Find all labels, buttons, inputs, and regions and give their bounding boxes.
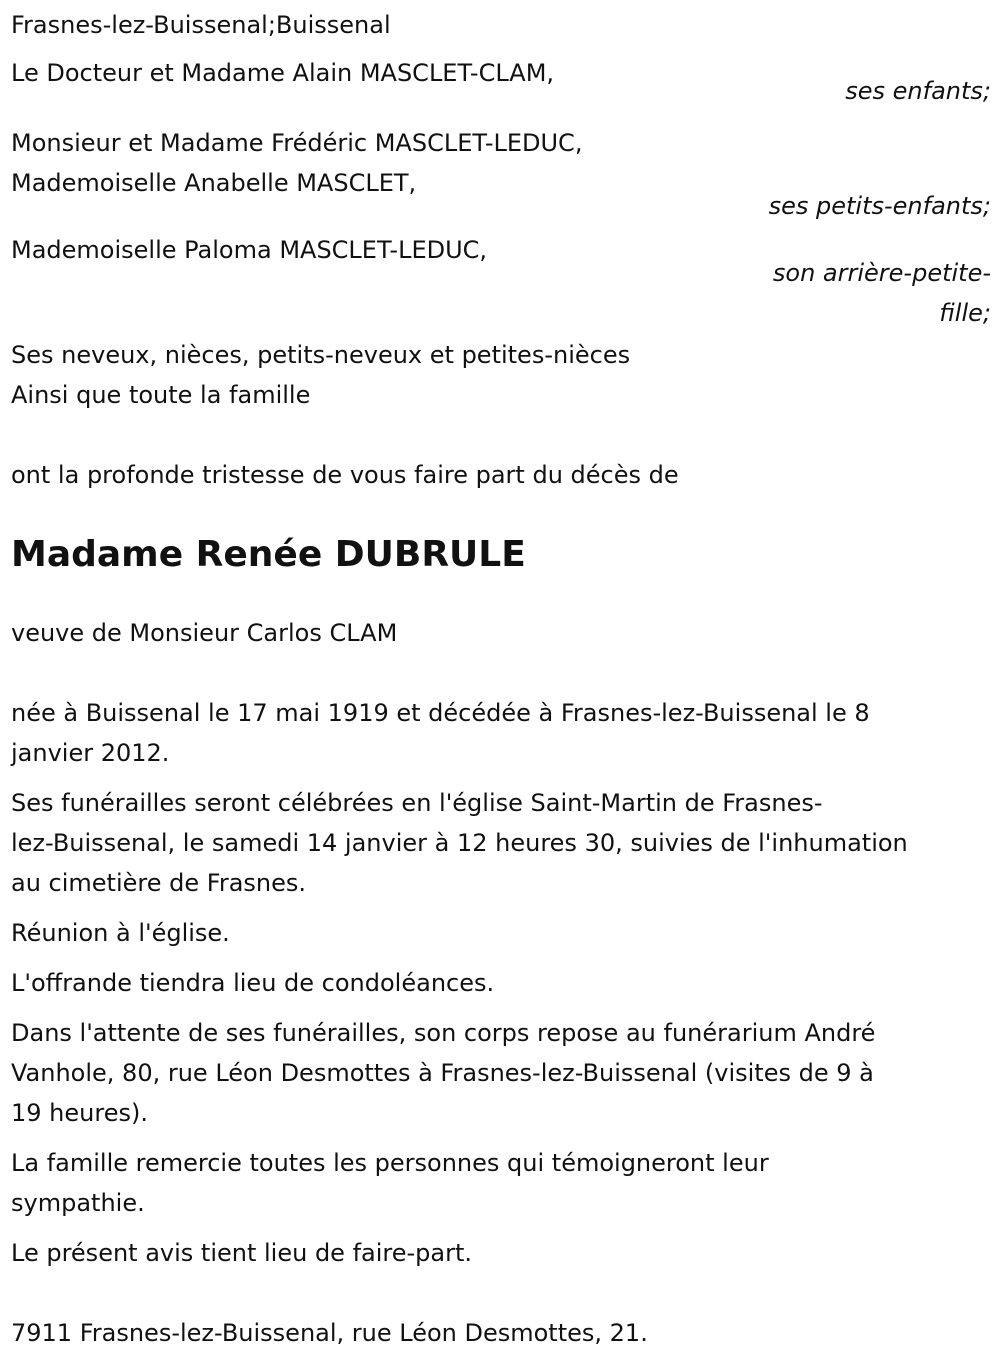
thanks-line-2: sympathie.	[11, 1189, 145, 1217]
grandchild-name-1: Monsieur et Madame Frédéric MASCLET-LEDUC,	[11, 129, 583, 157]
children-names: Le Docteur et Madame Alain MASCLET-CLAM,	[11, 59, 555, 87]
viewing-line-2: Vanhole, 80, rue Léon Desmottes à Frasnes-lez-Buissenal (visites de 9 à	[11, 1059, 874, 1087]
announcement-intro: ont la profonde tristesse de vous faire part du décès de	[11, 461, 679, 489]
children-role: ses enfants;	[845, 77, 991, 105]
obituary-document	[11, 5, 991, 1353]
funeral-line-2: lez-Buissenal, le samedi 14 janvier à 12 heures 30, suivies de l'inhumation	[11, 829, 908, 857]
location-header: Frasnes-lez-Buissenal;Buissenal	[11, 11, 391, 39]
great-grandchild-role-line2: fille;	[939, 299, 991, 327]
funeral-line-3: au cimetière de Frasnes.	[11, 869, 307, 897]
deceased-name: Madame Renée DUBRULE	[11, 534, 526, 575]
great-grandchild-role-line1: son arrière-petite-	[772, 259, 991, 287]
offering-info: L'offrande tiendra lieu de condoléances.	[11, 969, 495, 997]
grandchildren-role: ses petits-enfants;	[768, 192, 991, 220]
birth-death-line-1: née à Buissenal le 17 mai 1919 et décédée à Frasnes-lez-Buissenal le 8	[11, 699, 870, 727]
notice-info: Le présent avis tient lieu de faire-part.	[11, 1239, 473, 1267]
widow-of: veuve de Monsieur Carlos CLAM	[11, 619, 398, 647]
thanks-line-1: La famille remercie toutes les personnes qui témoigneront leur	[11, 1149, 769, 1177]
meeting-info: Réunion à l'église.	[11, 919, 230, 947]
birth-death-line-2: janvier 2012.	[11, 739, 170, 767]
viewing-line-1: Dans l'attente de ses funérailles, son corps repose au funérarium André	[11, 1019, 876, 1047]
funeral-line-1: Ses funérailles seront célébrées en l'église Saint-Martin de Frasnes-	[11, 789, 823, 817]
relatives-line-1: Ses neveux, nièces, petits-neveux et petites-nièces	[11, 341, 631, 369]
address: 7911 Frasnes-lez-Buissenal, rue Léon Desmottes, 21.	[11, 1319, 648, 1347]
relatives-line-2: Ainsi que toute la famille	[11, 381, 311, 409]
viewing-line-3: 19 heures).	[11, 1099, 148, 1127]
grandchild-name-2: Mademoiselle Anabelle MASCLET,	[11, 169, 417, 197]
great-grandchild-name: Mademoiselle Paloma MASCLET-LEDUC,	[11, 236, 488, 264]
